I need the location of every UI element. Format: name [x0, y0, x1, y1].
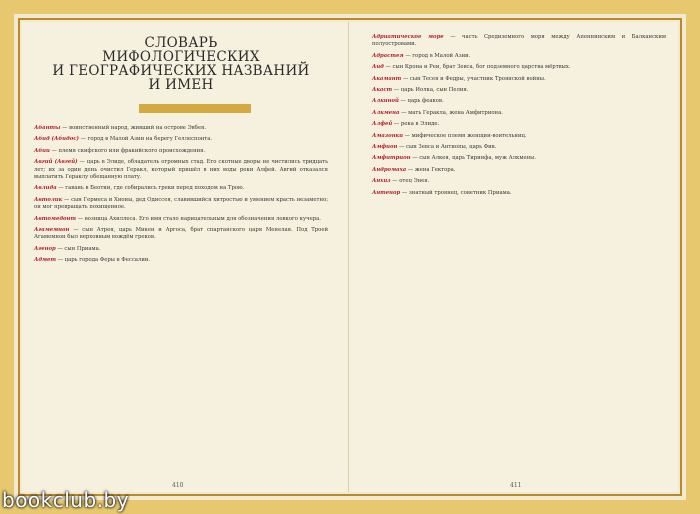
entry-definition: — часть Средиземного моря между Апеннинским и Балканским полуостровами.	[372, 34, 666, 48]
dictionary-entries-left	[34, 125, 328, 265]
entry-definition: — знатный троянец, советник Приама.	[400, 189, 512, 196]
right-page	[360, 22, 678, 492]
entry-definition: — царь Иолка, сын Пелия.	[392, 87, 469, 94]
dictionary-entry	[372, 53, 666, 60]
decorative-ribbon	[139, 104, 251, 113]
dictionary-entry	[372, 190, 666, 197]
page-gutter	[348, 22, 349, 492]
left-page	[22, 22, 340, 492]
entry-definition: — мать Геракла, жена Амфитриона.	[399, 109, 503, 116]
entry-definition: — отец Энея.	[390, 178, 430, 185]
dictionary-entry	[372, 98, 666, 105]
entry-definition: — река в Элиде.	[392, 121, 440, 128]
entry-headword: Анхиз	[372, 178, 391, 185]
dictionary-entry	[372, 178, 666, 185]
entry-definition: — сын Атрея, царь Микен и Аргоса, брат спартанского царя Менелая. Под Троей Агамемнон был верховным вождём греков.	[34, 227, 328, 241]
entry-headword: Адриатическое море	[372, 34, 444, 40]
dictionary-entry	[372, 144, 666, 151]
entry-definition: — сын Алкея, царь Тиринфа, муж Алкмены.	[410, 155, 537, 162]
dictionary-entry	[34, 159, 328, 181]
entry-headword: Агамемнон	[34, 227, 70, 234]
dictionary-entry	[372, 133, 666, 140]
entry-definition: — племя скифского или фракийского происхождения.	[49, 147, 206, 154]
dictionary-entry	[372, 76, 666, 83]
entry-headword: Авлида	[34, 185, 57, 192]
dictionary-entry	[34, 257, 328, 264]
entry-headword: Амфион	[372, 144, 398, 151]
entry-definition: — город в Малой Азии на берегу Геллеспонта.	[78, 136, 213, 143]
entry-definition: — царь города Феры в Фессалии.	[56, 257, 151, 264]
entry-definition: — жена Гектора.	[406, 166, 456, 173]
title-line: И ИМЕН	[148, 77, 214, 93]
page-title	[34, 36, 328, 92]
entry-headword: Автомедонт	[34, 215, 77, 222]
title-line: И ГЕОГРАФИЧЕСКИХ НАЗВАНИЙ	[52, 63, 310, 79]
page-number: 410	[172, 482, 184, 489]
dictionary-entry	[34, 227, 328, 242]
entry-headword: Акамант	[372, 75, 402, 82]
dictionary-entry	[34, 246, 328, 253]
entry-headword: Абид (Абидос)	[34, 136, 79, 143]
entry-headword: Агенор	[34, 245, 56, 252]
entry-headword: Андромаха	[372, 166, 407, 173]
entry-headword: Антенор	[372, 189, 401, 196]
entry-definition: — сын Крона и Реи, брат Зевса, бог подземного царства мёртвых.	[383, 64, 571, 71]
dictionary-entry	[34, 136, 328, 143]
dictionary-entry	[372, 34, 666, 49]
dictionary-entry	[34, 197, 328, 212]
book-spread	[22, 22, 678, 492]
entry-definition: — сын Тесея и Федры, участник Троянской войны.	[401, 75, 546, 82]
entry-headword: Абии	[34, 147, 50, 154]
entry-headword: Алфей	[372, 121, 393, 128]
dictionary-entry	[372, 167, 666, 174]
title-line: МИФОЛОГИЧЕСКИХ	[102, 49, 260, 65]
entry-definition: — царь феаков.	[398, 98, 444, 105]
dictionary-entry	[34, 125, 328, 132]
entry-definition: — город в Малой Азии.	[403, 52, 471, 59]
entry-definition: — гавань в Беотии, где собирались греки перед походом на Трою.	[56, 185, 245, 192]
entry-definition: — возница Ахиллеса. Его имя стало нарицательным для обозначения ловкого кучера.	[76, 215, 321, 222]
dictionary-entry	[372, 64, 666, 71]
entry-headword: Адрастея	[372, 52, 404, 59]
entry-headword: Алкмена	[372, 109, 400, 116]
entry-definition: — сын Приама.	[55, 245, 101, 252]
entry-definition: — сын Гермеса и Хионы, дед Одиссея, славившийся хитростью и умением красть незаметно; он мог превращать похищенное.	[34, 196, 328, 211]
entry-headword: Аид	[372, 64, 384, 71]
entry-headword: Автолик	[34, 196, 63, 203]
dictionary-entry	[372, 110, 666, 117]
dictionary-entry	[34, 216, 328, 223]
dictionary-entry	[34, 185, 328, 192]
title-line: СЛОВАРЬ	[144, 35, 218, 51]
dictionary-entry	[372, 87, 666, 94]
entry-definition: — мифическое племя женщин-воительниц.	[403, 132, 527, 139]
watermark: bookclub.by	[2, 488, 130, 512]
dictionary-entries-right	[372, 34, 666, 197]
page-number: 411	[510, 482, 522, 489]
entry-headword: Абанты	[34, 125, 61, 131]
dictionary-entry	[372, 121, 666, 128]
entry-definition: — царь в Элиде, обладатель огромных стад. Его скотные дворы не чистились тридцать лет; их за один день очистил Геракл, который пришёл в них воды реки Алфей. Авгий отказался выплатить Гераклу обещанную плату.	[34, 159, 329, 181]
entry-headword: Алкиной	[372, 98, 399, 105]
entry-headword: Авгий (Авгей)	[34, 159, 78, 166]
entry-headword: Акаст	[372, 87, 393, 94]
entry-definition: — воинственный народ, живший на острове Эвбея.	[60, 125, 207, 131]
entry-headword: Амазонки	[372, 132, 403, 139]
entry-headword: Амфитрион	[372, 155, 411, 162]
dictionary-entry	[372, 155, 666, 162]
entry-definition: — сын Зевса и Антиопы, царь Фив.	[397, 144, 497, 151]
dictionary-entry	[34, 148, 328, 155]
entry-headword: Адмет	[34, 257, 57, 264]
